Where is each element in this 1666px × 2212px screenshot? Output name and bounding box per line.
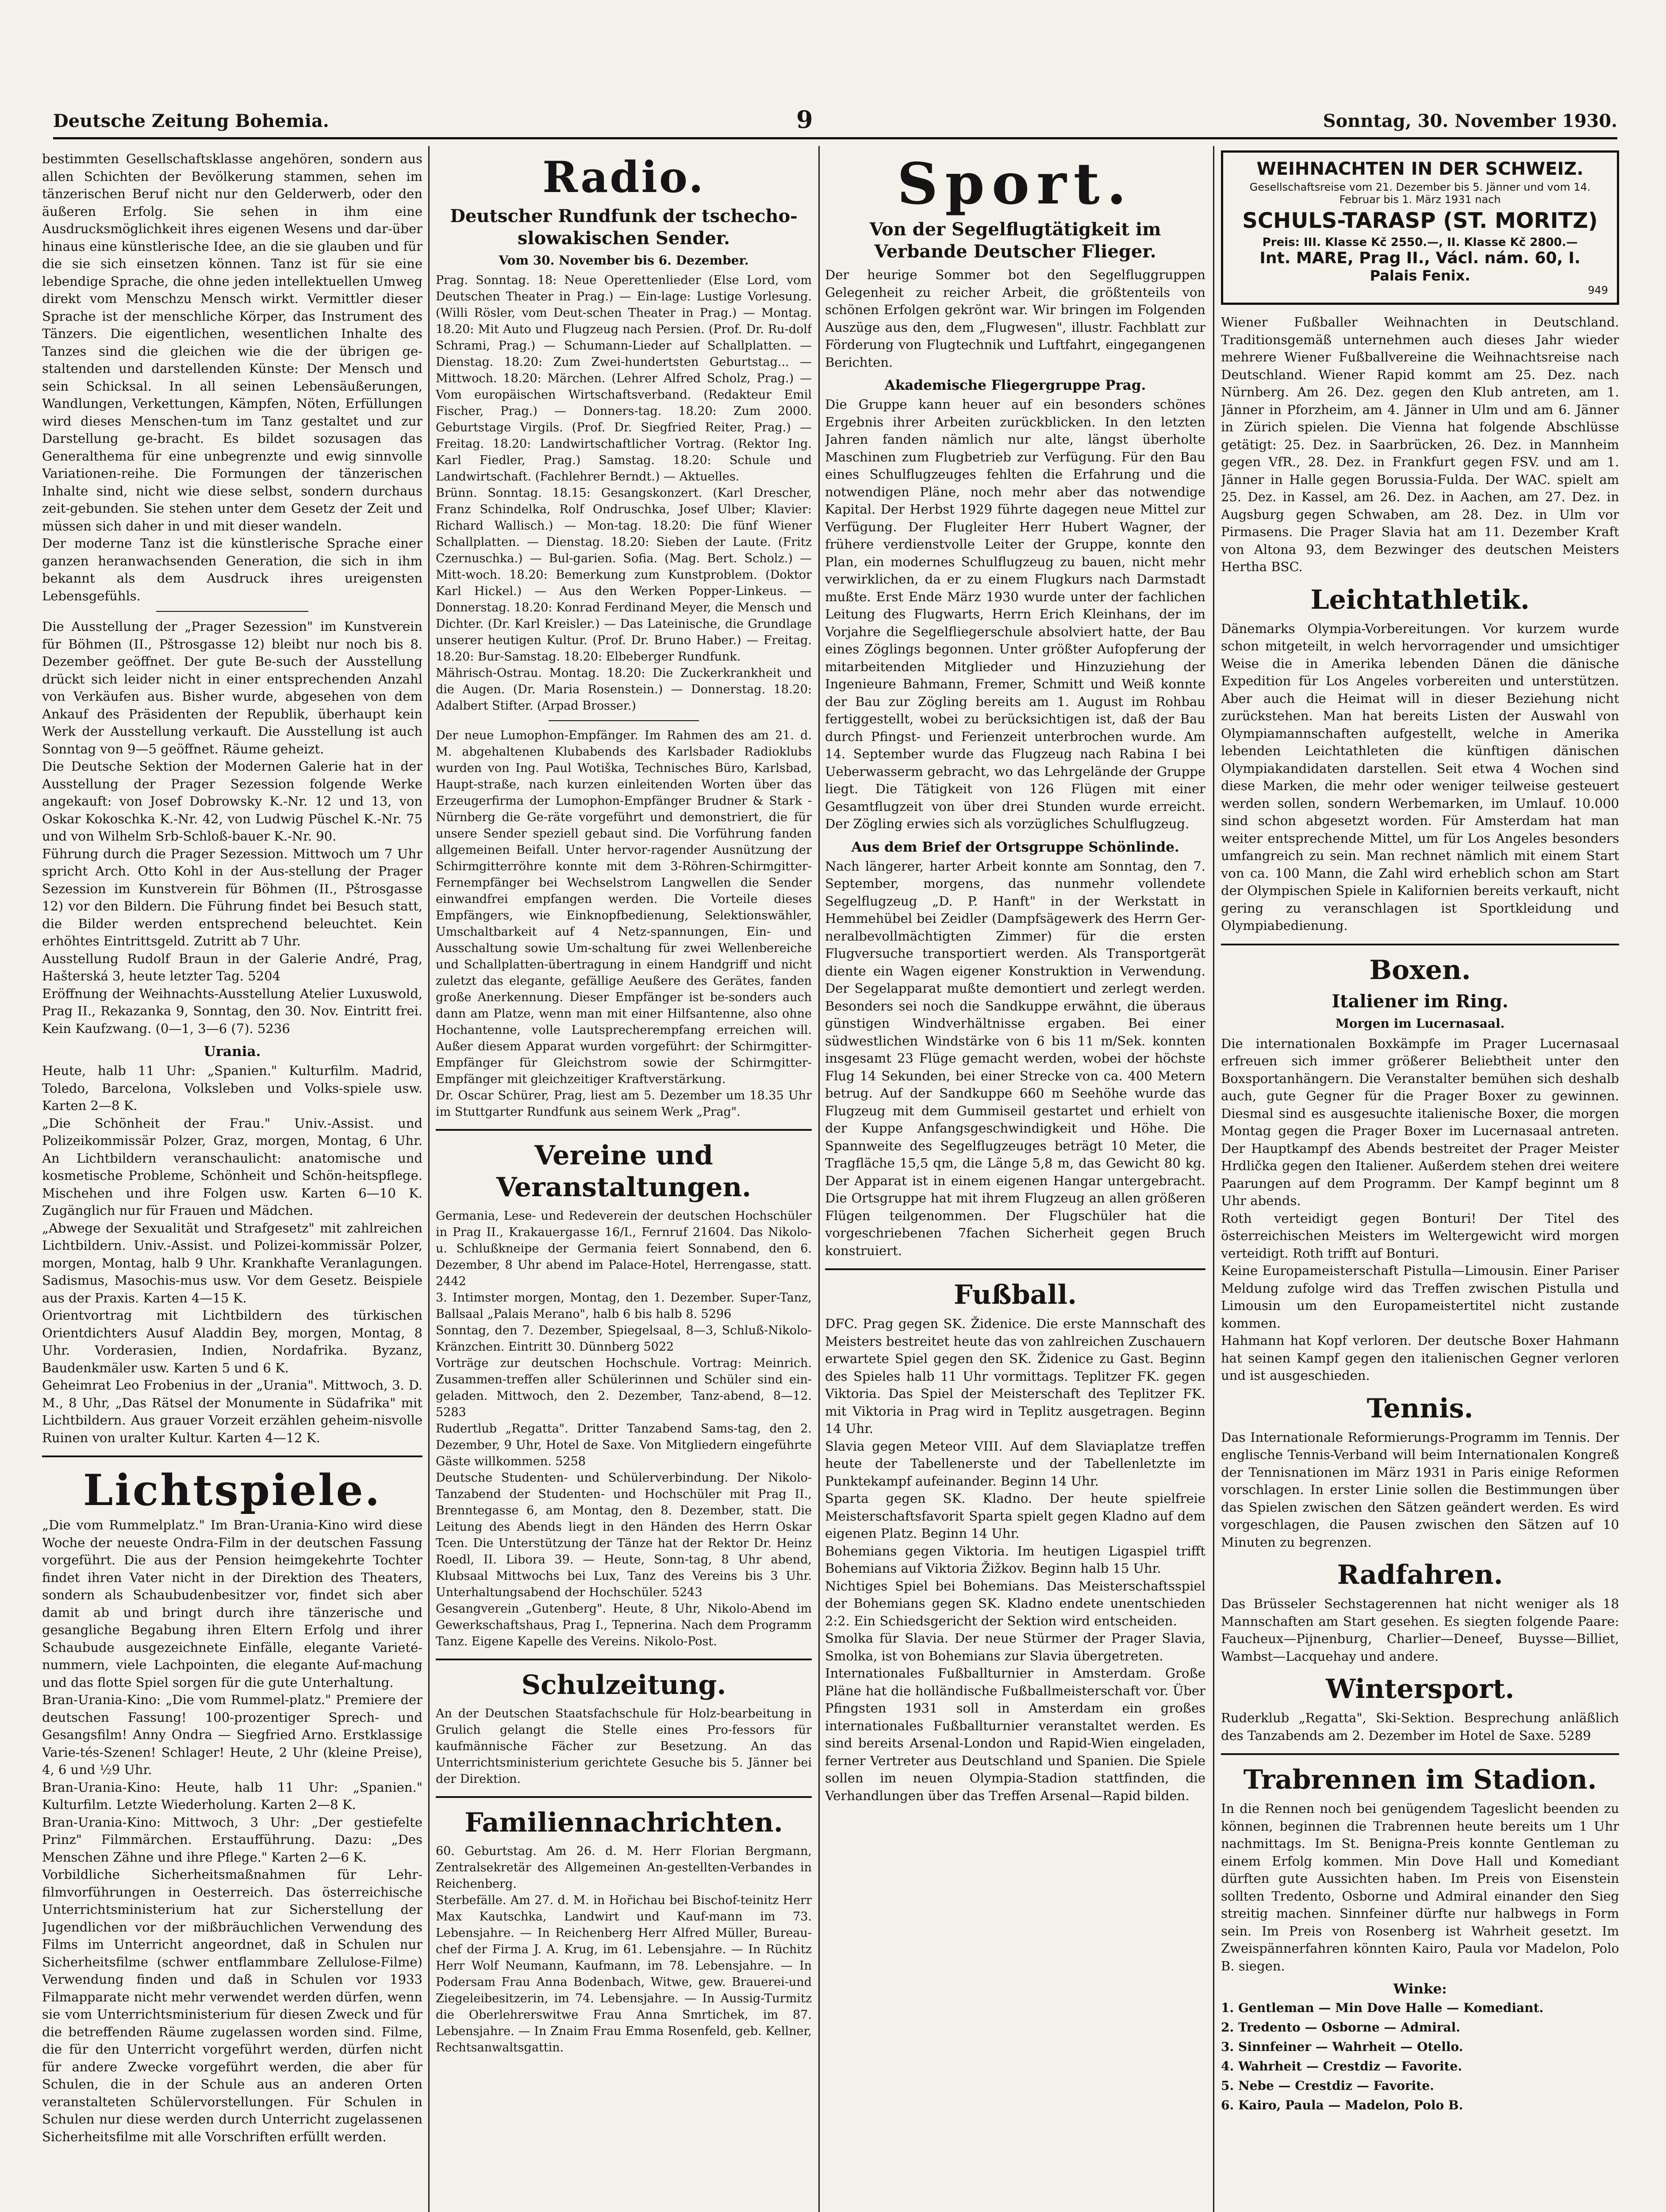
trabrennen-text: In die Rennen noch bei genügendem Tageslicht beenden zu können, beginnen die Trabrennen heute bereits um 1 Uhr nachmittags. Im St. Benigna-Preis konnte Gentleman zu einem Erfolg kommen. Min Dove Hall und Komediant dürften gute Aussichten haben. Im Preis von Eisenstein sollten Tredento, Osborne und Admiral einander den Sieg streitig machen. Sinnfeiner dürfte nur halbwegs in Form sein. Im Preis von Rosenberg ist Wahrheit gesetzt. Im Zweispännerfahren könnten Kairo, Paula vor Madelon, Polo B. siegen. bbox=[1221, 1801, 1619, 1974]
tips-line: 1. Gentleman — Min Dove Halle — Komediant. bbox=[1221, 2001, 1544, 2015]
akad-text: Die Gruppe kann heuer auf ein besonders schönes Ergebnis ihrer Arbeiten zurückblicken. In den letzten Jahren fanden nämlich nur alte, längst überholte Maschinen zum Flugbetrieb zur Verfügung. Für den Bau eines Schulflugzeuges fehlten die Erfahrung und die notwendigen Pläne, noch mehr aber das notwendige Kapital. Der Herbst 1929 führte dagegen neue Mittel zur Verfügung. Der Flugleiter Herr Hubert Wagner, der frühere verdienstvolle Leiter der Gruppe, konnte den Plan, ein modernes Schulflugzeug zu bauen, nicht mehr verwirklichen, da er zu einem Flugkurs nach Darmstadt mußte. Erst Ende März 1930 wurde unter der fachlichen Leitung des Flugwarts, Herrn Erich Kleinhans, der im Vorjahre die Segelfliegerschule absolviert hatte, der Bau eines Zöglings begonnen. Unter größter Aufopferung der mitarbeitenden Mitglieder und Hinzuziehung der Ingenieure Bahmann, Fremer, Schmitt und Weiß konnte der Bau zur Zögling bereits am 1. August im Rohbau fertiggestellt, wobei zu berücksichtigen ist, daß der Bau durch Pfingst- und Ferienzeit unterbrochen wurde. Am 14. September wurde das Flugzeug nach Rabina I bei Ueberwasserm gebracht, wo das Lehrgelände der Gruppe liegt. Die Tätigkeit von 126 Flügen mit einer Gesamtflugzeit von über drei Stunden wurde erreicht. Der Zögling erwies sich als vorzügliches Schulflugzeug. bbox=[825, 397, 1205, 831]
divider bbox=[436, 1659, 812, 1660]
column-2 bbox=[436, 150, 812, 2212]
schulzeitung-text: An der Deutschen Staatsfachschule für Holz-bearbeitung in Grulich gelangt die Stelle eines Pro-fessors für kaufmännische Fächer zur Besetzung. An das Unterrichtsministerium gerichtete Gesuche bis 5. Jänner bei der Direktion. bbox=[436, 1707, 812, 1786]
tennis-text: Das Internationale Reformierungs-Programm im Tennis. Der englische Tennis-Verband will beim Internationalen Kongreß der Tennisnationen im März 1931 in Paris einige Reformen vorschlagen. In erster Linie sollen die Bestimmungen über das Spielen zwischen den Sätzen geändert werden. Es wird vorgeschlagen, die Pausen zwischen den Sätzen auf 10 Minuten zu begrenzen. bbox=[1221, 1429, 1619, 1550]
radio-dates: Vom 30. November bis 6. Dezember. bbox=[499, 253, 749, 268]
radfahren-text: Das Brüsseler Sechstagerennen hat nicht weniger als 18 Mannschaften am Start gesehen. Es siegten folgende Paare: Faucheux—Pijnenburg, Charlier—Deneef, Buysse—Billiet, Wambst—Lacquehay und andere. bbox=[1221, 1596, 1619, 1664]
divider bbox=[436, 1129, 812, 1131]
boxen-notes: Roth verteidigt gegen Bonturi! Der Titel des österreichischen Meisters im Weltergewicht wird morgen verteidigt. Roth trifft auf Bonturi. Keine Europameisterschaft Pistulla—Limousin. Einer Pariser Meldung zufolge wird das Treffen zwischen Pistulla und Limousin um den Europameistertitel nicht zustande kommen. Hahmann hat Kopf verloren. Der deutsche Boxer Hahmann hat seinen Kampf gegen den italienischen Gegner verloren und ist ausgeschieden. bbox=[1221, 1210, 1619, 1383]
schoenlinde-subhead: Aus dem Brief der Ortsgruppe Schönlinde. bbox=[851, 839, 1179, 855]
column-rule bbox=[818, 146, 820, 2212]
radio-lumophon: Der neue Lumophon-Empfänger. Im Rahmen des am 21. d. M. abgehaltenen Klubabends des Karlsbader Radioklubs wurden von Ing. Paul Wotiška, Technisches Büro, Karlsbad, Haupt-straße, nach kurzen einleitenden Worten über das Erzeugerfirma der Lumophon-Empfänger Brudner & Stark - Nürnberg die Ge-räte vorgeführt und demonstriert, die für unsere Sender speziell gebaut sind. Die Vorführung fanden allgemeinen Beifall. Unter hervor-ragender Ausnützung der Schirmgitterröhre konnte mit dem 3-Röhren-Schirmgitter-Fernempfänger bei Wechselstrom Langwellen die Sender einwandfrei empfangen werden. Die Vorteile dieses Empfängers, wie Einknopfbedienung, Selektionswähler, Umschaltbarkeit auf 4 Netz-spannungen, Ein- und Ausschaltung sowie Um-schaltung für zwei Wellenbereiche und Schallplatten-übertragung in einem Handgriff und nicht zuletzt das elegante, gefällige Aeußere des Gerätes, fanden große Anerkennung. Dieser Empfänger ist be-sonders auch dann am Platze, wenn man mit einer Hilfsantenne, also ohne Hochantenne, volle Lautsprecherempfang erreichen will. Außer diesem Apparat wurden vorgeführt: der Schirmgitter-Empfänger für Gleichstrom sowie der Schirmgitter-Empfänger mit gleichzeitiger Kraftverstärkung. bbox=[436, 729, 812, 1086]
divider bbox=[825, 1268, 1205, 1270]
column-rule bbox=[428, 146, 430, 2212]
issue-date: Sonntag, 30. November 1930. bbox=[1323, 111, 1617, 131]
boxen-date: Morgen im Lucernasaal. bbox=[1335, 1016, 1505, 1031]
fussball-text: DFC. Prag gegen SK. Židenice. Die erste Mannschaft des Meisters bestreitet heute das von zahlreichen Zuschauern erwartete Spiel gegen den SK. Židenice zu Gast. Beginn des Spieles halb 11 Uhr vormittags. Teplitzer FK. gegen Viktoria. Das Spiel der Meisterschaft des Teplitzer FK. mit Viktoria in Prag wird in Teplitz ausgetragen. Beginn 14 Uhr. Slavia gegen Meteor VIII. Auf dem Slaviaplatze treffen heute der Tabellenerste und der Tabellenletzte im Punktekampf aufeinander. Beginn 14 Uhr. Sparta gegen SK. Kladno. Der heute spielfreie Meisterschaftsfavorit Sparta spielt gegen Kladno auf dem eigenen Platz. Beginn 14 Uhr. Bohemians gegen Viktoria. Im heutigen Ligaspiel trifft Bohemians auf Viktoria Žižkov. Beginn halb 15 Uhr. Nichtiges Spiel bei Bohemians. Das Meisterschaftsspiel der Bohemians gegen SK. Kladno endete unentschieden 2:2. Ein Schiedsgericht der Sektion wird entscheiden. Smolka für Slavia. Der neue Stürmer der Prager Slavia, Smolka, ist von Bohemians zur Slavia übergetreten. Internationales Fußballturnier in Amsterdam. Große Pläne hat die holländische Fußballmeisterschaft vor. Über Pfingsten 1931 soll in Amsterdam ein großes internationales Fußballturnier veranstaltet werden. Es sind bereits Arsenal-London und Rapid-Wien eingeladen, ferner Vertreter aus Deutschland und Spanien. Die Spiele sollen im neuen Olympia-Stadion stattfinden, die Verhandlungen über das Treffen Arsenal—Rapid bilden. bbox=[825, 1316, 1205, 1803]
fussball-heading: Fußball. bbox=[953, 1279, 1077, 1310]
notice-text: Führung durch die Prager Sezession. Mittwoch um 7 Uhr spricht Arch. Otto Kohl in der Aus-stellung der Prager Sezession im Kunstverein für Böhmen (II., Pštrosgasse 12) vor den Bildern. Die Führung findet bei Besuch statt, die Bilder werden entsprechend beleuchtet. Kein erhöhtes Eintrittsgeld. Zutritt ab 7 Uhr. bbox=[42, 846, 422, 949]
vereine-heading: Vereine und Veranstaltungen. bbox=[496, 1140, 752, 1203]
sport-heading: Sport. bbox=[897, 151, 1134, 217]
ad-palace: Palais Fenix. bbox=[1370, 267, 1470, 284]
trabrennen-heading: Trabrennen im Stadion. bbox=[1243, 1764, 1597, 1795]
tips-heading: Winke: bbox=[1393, 1981, 1447, 1997]
travel-advertisement bbox=[1221, 150, 1619, 305]
vereine-text: Germania, Lese- und Redeverein der deutschen Hochschüler in Prag II., Krakauergasse 16/I., Fernruf 21604. Das Nikolo- u. Schlußkneipe der Germania feiert Sonnabend, den 6. Dezember, 8 Uhr abend im Palace-Hotel, Herrengasse, statt. 2442 3. Intimster morgen, Montag, den 1. Dezember. Super-Tanz, Ballsaal „Palais Merano", halb 6 bis halb 8. 5296 Sonntag, den 7. Dezember, Spiegelsaal, 8—3, Schluß-Nikolo-Kränzchen. Eintritt 30. Dünnberg 5022 Vorträge zur deutschen Hochschule. Vortrag: Meinrich. Zusammen-treffen aller Schülerinnen und Schüler sind ein-geladen. Mittwoch, den 2. Dezember, Tanz-abend, 8—12. 5283 Rudertlub „Regatta". Dritter Tanzabend Sams-tag, den 2. Dezember, 9 Uhr, Hotel de Saxe. Von Mitgliedern eingeführte Gäste willkommen. 5258 Deutsche Studenten- und Schülerverbindung. Der Nikolo- Tanzabend der Studenten- und Hochschüler mit Prag II., Brenntegasse 6, am Montag, den 8. Dezember, statt. Die Leitung des Abends liegt in den Händen des Herrn Oskar Tcen. Die Unterstützung der Tänze hat der Rektor Dr. Heinz Roedl, II. Libora 39. — Heute, Sonn-tag, 8 Uhr abend, Klubsaal Mittwochs bei Lux, Tanz des Vereins bis 3 Uhr. Unterhaltungsabend der Hochschüler. 5243 Gesangverein „Gutenberg". Heute, 8 Uhr, Nikolo-Abend im Gewerkschaftshaus, Prag I., Tepnerina. Nach dem Programm Tanz. Eigene Kapelle des Vereins. Nikolo-Post. bbox=[436, 1209, 812, 1648]
radio-prag: Prag. Sonntag. 18: Neue Operettenlieder (Else Lord, vom Deutschen Theater in Prag.) — Ein-lage: Lustige Vorlesung. (Willi Rösler, vom Deut-schen Theater in Prag.) — Montag. 18.20: Mit Auto und Flugzeug nach Persien. (Prof. Dr. Ru-dolf Schrami, Prag.) — Schumann-Lieder auf Schallplatten. — Dienstag. 18.20: Zum Zwei-hundertsten Geburtstag... — Mittwoch. 18.20: Märchen. (Lehrer Alfred Scholz, Prag.) — Vom europäischen Wirtschaftsverband. (Redakteur Emil Fischer, Prag.) — Donners-tag. 18.20: Zum 2000. Geburtstage Virgils. (Prof. Dr. Siegfried Reiter, Prag.) — Freitag. 18.20: Landwirtschaftlicher Vortrag. (Rektor Ing. Karl Fiedler, Prag.) Samstag. 18.20: Schule und Landwirtschaft. (Fachlehrer Berndt.) — Aktuelles. bbox=[436, 273, 812, 484]
lichtspiele-heading: Lichtspiele. bbox=[83, 1465, 382, 1515]
boxen-subtitle: Italiener im Ring. bbox=[1332, 991, 1509, 1012]
familien-text: 60. Geburtstag. Am 26. d. M. Herr Florian Bergmann, Zentralsekretär des Allgemeinen An-gestellten-Verbandes in Reichenberg. Sterbefälle. Am 27. d. M. in Hořichau bei Bischof-teinitz Herr Max Kautschka, Landwirt und Kauf-mann im 73. Lebensjahre. — In Reichenberg Herr Alfred Müller, Bureau-chef der Firma J. A. Krug, im 61. Lebensjahre. — In Rüchitz Herr Wolf Neumann, Kaufmann, im 78. Lebensjahre. — In Podersam Frau Anna Bodenbach, Witwe, gew. Brauerei-und Ziegeleibesitzerin, im 74. Lebensjahre. — In Aussig-Turmitz die Oberlehrerswitwe Frau Anna Smrtichek, im 87. Lebensjahre. — In Znaim Frau Emma Rosenfeld, geb. Kellner, Rechtsanwaltsgattin. bbox=[436, 1844, 812, 2055]
urania-text: Heute, halb 11 Uhr: „Spanien." Kulturfilm. Madrid, Toledo, Barcelona, Volksleben und Volks-spiele usw. Karten 2—8 K. „Die Schönheit der Frau." Univ.-Assist. und Polizeikommissär Polzer, Graz, morgen, Montag, 6 Uhr. An Lichtbildern veranschaulicht: anatomische und kosmetische Probleme, Schönheit und Schön-heitspflege. Mischehen und ihre Folgen usw. Karten 6—10 K. Zugänglich nur für Frauen und Mädchen. „Abwege der Sexualität und Strafgesetz" mit zahlreichen Lichtbildern. Univ.-Assist. und Polizei-kommissär Polzer, morgen, Montag, halb 9 Uhr. Krankhafte Veranlagungen. Sadismus, Masochis-mus usw. Vor dem Gesetz. Beispiele aus der Praxis. Karten 4—15 K. Orientvortrag mit Lichtbildern des türkischen Orientdichters Ausuf Aladdin Bey, morgen, Montag, 8 Uhr. Vorderasien, Indien, Nordafrika. Byzanz, Baudenkmäler usw. Karten 5 und 6 K. Geheimrat Leo Frobenius in der „Urania". Mittwoch, 3. D. M., 8 Uhr, „Das Rätsel der Monumente in Südafrika" mit Lichtbildern. Aus grauer Vorzeit erzählen geheim-nisvolle Ruinen von uralter Kultur. Karten 4—12 K. bbox=[42, 1063, 422, 1445]
publication-name: Deutsche Zeitung Bohemia. bbox=[53, 111, 329, 131]
radio-schuerer: Dr. Oscar Schürer, Prag, liest am 5. Dezember um 18.35 Uhr im Stuttgarter Rundfunk aus seinem Werk „Prag". bbox=[436, 1089, 812, 1119]
notice-text: Ausstellung Rudolf Braun in der Galerie André, Prag, Hašterská 3, heute letzter Tag. 5204 bbox=[42, 951, 422, 983]
tips-line: 2. Tredento — Osborne — Admiral. bbox=[1221, 2020, 1460, 2035]
wintersport-text: Ruderklub „Regatta", Ski-Sektion. Besprechung anläßlich des Tanzabends am 2. Dezember im Hotel de Saxe. 5289 bbox=[1221, 1710, 1619, 1743]
familien-heading: Familiennachrichten. bbox=[464, 1807, 783, 1838]
radio-bruenn: Brünn. Sonntag. 18.15: Gesangskonzert. (Karl Drescher, Franz Schindelka, Rolf Ondruschka, Josef Ulber; Klavier: Richard Wallisch.) — Mon-tag. 18.20: Die fünf Wiener Schallplatten. — Dienstag. 18.20: Sieben der Laute. (Fritz Czernuschka.) — Bul-garien. Sofia. (Mag. Bert. Scholz.) — Mitt-woch. 18.20: Bemerkung zum Kunstproblem. (Doktor Karl Hickel.) — Aus den Werken Popper-Linkeus. — Donnerstag. 18.20: Konrad Ferdinand Meyer, die Mensch und Dichter. (Dr. Karl Kreisler.) — Das Lateinische, die Grundlage unserer heutigen Kultur. (Prof. Dr. Bruno Haber.) — Freitag. 18.20: Bur-Samstag. 18.20: Elbeberger Rundfunk. bbox=[436, 486, 812, 664]
boxen-text: Die internationalen Boxkämpfe im Prager Lucernasaal erfreuen sich immer größerer Beliebtheit unter den Boxsportanhängern. Die Veranstalter bemühen sich deshalb auch, gute Gegner für die Prager Boxer zu gewinnen. Diesmal sind es ausgesuchte italienische Boxer, die morgen Montag gegen die Prager Boxer im Lucernasaal antreten. Der Hauptkampf des Abends bestreitet der Prager Meister Hrdlička gegen den Italiener. Außerdem stehen drei weitere Paarungen auf dem Programm. Der Kampf beginnt um 8 Uhr abends. bbox=[1221, 1036, 1619, 1208]
fussball-reise-text: Wiener Fußballer Weihnachten in Deutschland. Traditionsgemäß unternehmen auch dieses Jahr wieder mehrere Wiener Fußballvereine die Weihnachtsreise nach Deutschland. Wiener Rapid kommt am 25. Dez. nach Nürnberg. Am 26. Dez. gegen den Klub antreten, am 1. Jänner in Pforzheim, am 4. Jänner in Ulm und am 6. Jänner in Zürich spielen. Die Vienna hat folgende Abschlüsse getätigt: 25. Dez. in Saarbrücken, 26. Dez. in Mannheim gegen VfR., 28. Dez. in Frankfurt gegen FSV. und am 1. Jänner in Halle gegen Borussia-Fulda. Der WAC. spielt am 25. Dez. in Kassel, am 26. Dez. in Aachen, am 27. Dez. in Augsburg gegen Schwaben, am 28. Dez. in Ulm vor Pirmasens. Die Prager Slavia hat am 11. Dezember Kraft von Altona 93, dem Bezwinger des deutschen Meisters Hertha BSC. bbox=[1221, 315, 1619, 574]
urania-heading: Urania. bbox=[203, 1044, 261, 1060]
ad-agency: Int. MARE, Prag II., Václ. nám. 60, I. bbox=[1259, 249, 1581, 267]
column-4 bbox=[1221, 150, 1619, 2212]
notice-text: Die Deutsche Sektion der Modernen Galerie hat in der Ausstellung der Prager Sezession folgende Werke angekauft: von Josef Dobrowsky K.-Nr. 12 und 13, von Oskar Kokoschka K.-Nr. 42, von Ludwig Püschel K.-Nr. 75 und von Wilhelm Srb-Schloß-bauer K.-Nr. 90. bbox=[42, 759, 422, 844]
radio-subtitle: Deutscher Rundfunk der tschecho-slowakischen Sender. bbox=[450, 206, 798, 249]
tips-line: 3. Sinnfeiner — Wahrheit — Otello. bbox=[1221, 2039, 1463, 2054]
schoenlinde-text: Nach längerer, harter Arbeit konnte am Sonntag, den 7. September, morgens, das nunmehr vollendete Segelflugzeug „D. P. Hanft" in der Werkstatt in Hemmehübel bei Zeidler (Dampfsägewerk des Herrn Ger-neralbevollmächtigten Zimmer) für die ersten Flugversuche transportiert werden. Als Transportgerät diente ein Wagen eigener Konstruktion in Verwendung. Der Segelapparat mußte demontiert und zerlegt werden. Besonders sei noch die Sandkuppe erwähnt, die überaus günstigen Windverhältnisse ergaben. Bei einer südwestlichen Windstärke von 6 bis 11 m/Sek. konnten insgesamt 23 Flüge gemacht werden, wobei der höchste Flug 14 Sekunden, bei einer Strecke von ca. 400 Metern betrug. Auf der Sandkuppe 660 m Seehöhe wurde das Flugzeug mit dem Gummiseil gestartet und erhielt von der Kuppe Anfangsgeschwindigkeit und Höhe. Die Spannweite des Segelflugzeuges beträgt 10 Meter, die Tragfläche 15,5 qm, die Länge 5,8 m, das Gewicht 80 kg. Der Apparat ist in einem eigenen Hangar untergebracht. Die Ortsgruppe hat mit ihrem Flugzeug an allen größeren Flügen teilgenommen. Der Flugschüler hat die vorgeschriebenen 7fachen Sicherheit gegen Bruch konstruiert. bbox=[825, 858, 1205, 1258]
article-text: Der moderne Tanz ist die künstlerische Sprache einer ganzen heranwachsenden Generation, die sich in ihm bekannt als dem Ausdruck ihres ureigensten Lebensgefühls. bbox=[42, 536, 422, 603]
radfahren-heading: Radfahren. bbox=[1337, 1559, 1503, 1590]
radio-ostrau: Mährisch-Ostrau. Montag. 18.20: Die Zuckerkrankheit und die Augen. (Dr. Maria Rosenstein.) — Donnerstag. 18.20: Adalbert Stifter. (Arpad Brosser.) bbox=[436, 666, 812, 713]
divider bbox=[436, 1796, 812, 1798]
page-number: 9 bbox=[796, 105, 813, 134]
ad-destination: SCHULS-TARASP (ST. MORITZ) bbox=[1242, 208, 1598, 233]
segelflug-subtitle: Von der Segelflugtätigkeit im Verbande Deutscher Flieger. bbox=[869, 219, 1161, 262]
divider bbox=[1221, 1753, 1619, 1755]
article-text: bestimmten Gesellschaftsklasse angehören, sondern aus allen Schichten der Bevölkerung stammen, sehen im tänzerischen Beruf nicht nur den Gelderwerb, oder den äußeren Erfolg. Sie sehen in ihm eine Ausdrucksmöglichkeit ihres eigenen Wesens und dar-über hinaus eine künstlerische Idee, an die sie glauben und für die sie sich einsetzen können. Tanz ist für sie eine lebendige Sprache, die ohne jeden intellektuellen Umweg direkt vom Menschzu Mensch wirkt. Vermittler dieser Sprache ist der menschliche Körper, das Instrument des Tänzers. Die eigentlichen, wesentlichen Inhalte des Tanzes sind die gleichen wie die der übrigen ge-staltenden und darstellenden Künste: Der Mensch und sein Schicksal. In all seinen Lebensäußerungen, Wandlungen, Verkettungen, Kämpfen, Nöten, Erfüllungen wird dieses Menschen-tum im Tanz gestaltet und zur Darstellung ge-bracht. Es bildet sozusagen das Generalthema für eine unbegrenzte und ewig sinnvolle Variationen-reihe. Die Formungen der tänzerischen Inhalte sind, nicht wie diese selbst, sondern durchaus zeit-gebunden. Sie stehen unter dem Gesetz der Zeit und müssen sich daher in und mit dieser wandeln. bbox=[42, 151, 422, 534]
leichtathletik-text: Dänemarks Olympia-Vorbereitungen. Vor kurzem wurde schon mitgeteilt, in welch hervorragender und umsichtiger Weise die in Amerika lebenden Dänen die dänische Expedition für Los Angeles vorbereiten und unterstützen. Aber auch die Heimat will in dieser Beziehung nicht zurückstehen. Man hat bereits Listen der Auswahl von Olympiamannschaften aufgestellt, welche in Amerika lebenden Leichtathleten die künftigen dänischen Olympiakandidaten darstellen. Seit etwa 4 Wochen sind diese Marken, die mehr oder weniger teilweise gesteuert werden sollen, sondern Werbemarken, im Umlauf. 10.000 sind schon abgesetzt worden. Für Amsterdam hat man weiter entsprechende Mittel, um für Los Angeles besonders umfangreich zu sein. Man rechnet nämlich mit einem Start von ca. 100 Mann, die Zahl wird erheblich schon am Start der Olympischen Spiele in Kalifornien bereits verkauft, nicht gering zu veranschlagen ist Sportkleidung und Olympiabedienung. bbox=[1221, 621, 1619, 933]
tips-line: 6. Kairo, Paula — Madelon, Polo B. bbox=[1221, 2098, 1463, 2112]
page-header bbox=[53, 102, 1617, 139]
divider bbox=[42, 1455, 422, 1457]
divider bbox=[156, 611, 308, 612]
wintersport-heading: Wintersport. bbox=[1325, 1674, 1515, 1705]
tennis-heading: Tennis. bbox=[1367, 1393, 1474, 1424]
ad-title: WEIHNACHTEN IN DER SCHWEIZ. bbox=[1256, 159, 1584, 179]
lichtspiele-text: „Die vom Rummelplatz." Im Bran-Urania-Kino wird diese Woche der neueste Ondra-Film in der deutschen Fassung vorgeführt. Die aus der Pension heimgekehrte Tochter findet ihren Vater nicht in der Direktion des Theaters, sondern als Schaubudenbesitzer vor, findet sich aber damit ab und bringt durch ihre tänzerische und gesangliche Begabung ihren Eltern Erfolg und ihrer Schaubude ausgezeichnete Einfälle, elegante Varieté-nummern, viele Lachpointen, die elegante Auf-machung und das flotte Spiel sorgen für die gute Unterhaltung. Bran-Urania-Kino: „Die vom Rummel-platz." Premiere der deutschen Fassung! 100-prozentiger Sprech- und Gesangsfilm! Anny Ondra — Siegfried Arno. Erstklassige Varie-tés-Szenen! Schlager! Heute, 2 Uhr (kleine Preise), 4, 6 und ½9 Uhr. Bran-Urania-Kino: Heute, halb 11 Uhr: „Spanien." Kulturfilm. Letzte Wiederholung. Karten 2—8 K. Bran-Urania-Kino: Mittwoch, 3 Uhr: „Der gestiefelte Prinz" Filmmärchen. Erstaufführung. Dazu: „Des Menschen Zähne und ihre Pflege." Karten 2—6 K. Vorbildliche Sicherheitsmaßnahmen für Lehr-filmvorführungen in Oesterreich. Das österreichische Unterrichtsministerium hat zur Sicherstellung der Jugendlichen vor der mißbräuchlichen Verwendung des Films im Unterricht angeordnet, daß in Schulen nur Sicherheitsfilme (schwer entflammbare Zellulose-Filme) Verwendung finden und daß in Schulen vor 1933 Filmapparate nicht mehr verwendet werden dürfen, wenn sie vom Unterrichtsministerium für diesen Zweck und für die betreffenden Räume zugelassen worden sind. Filme, die für den Unterricht vorgeführt werden, dürfen nicht für andere Zwecke vorgeführt werden, die aber für Schulen, die in der Schule aus an anderen Orten veranstalteten Schülervorstellungen. Für Schulen in Schulen nur diese werden durch Unterricht zugelassenen Sicherheitsfilme mit alle Vorschriften erfüllt werden. bbox=[42, 1517, 422, 2144]
ad-number: 949 bbox=[1588, 284, 1608, 296]
notice-text: Die Ausstellung der „Prager Sezession" im Kunstverein für Böhmen (II., Pštrosgasse 12) bleibt nur noch bis 8. Dezember geöffnet. Der gute Be-such der Ausstellung drückt sich leider nicht in einer entsprechenden Anzahl von Verkäufen aus. Bisher wurde, abgesehen von dem Ankauf des Präsidenten der Republik, überhaupt kein Werk der Ausstellung verkauft. Die Ausstellung ist auch Sonntag von 9—5 geöffnet. Räume geheizt. bbox=[42, 619, 422, 757]
akad-subhead: Akademische Fliegergruppe Prag. bbox=[884, 377, 1146, 393]
segelflug-intro: Der heurige Sommer bot den Segelfluggruppen Gelegenheit zu reicher Arbeit, die größtenteils von schönen Erfolgen gekrönt war. Wir bringen im Folgenden Auszüge aus den, dem „Flugwesen", illustr. Fachblatt zur Förderung von Flugtechnik und Luftfahrt, eingegangenen Berichten. bbox=[825, 267, 1205, 370]
tips-line: 4. Wahrheit — Crestdiz — Favorite. bbox=[1221, 2059, 1462, 2074]
column-rule bbox=[1213, 146, 1214, 2212]
ad-prices: Preis: III. Klasse Kč 2550.—, II. Klasse Kč 2800.— bbox=[1262, 236, 1578, 249]
tips-line: 5. Nebe — Crestdiz — Favorite. bbox=[1221, 2078, 1434, 2093]
leichtathletik-heading: Leichtathletik. bbox=[1310, 584, 1530, 615]
divider bbox=[549, 720, 699, 721]
schulzeitung-heading: Schulzeitung. bbox=[521, 1670, 726, 1701]
notice-text: Eröffnung der Weihnachts-Ausstellung Atelier Luxuswold, Prag II., Rekazanka 9, Sonntag, den 30. Nov. Eintritt frei. Kein Kaufzwang. (0—1, 3—6 (7). 5236 bbox=[42, 986, 422, 1036]
column-3 bbox=[825, 150, 1205, 2212]
column-1 bbox=[42, 150, 422, 2212]
ad-dates: Gesellschaftsreise vom 21. Dezember bis 5. Jänner und vom 14. Februar bis 1. März 1931 nach bbox=[1249, 181, 1591, 206]
radio-heading: Radio. bbox=[542, 152, 705, 202]
boxen-heading: Boxen. bbox=[1369, 954, 1471, 986]
divider bbox=[1221, 944, 1619, 945]
